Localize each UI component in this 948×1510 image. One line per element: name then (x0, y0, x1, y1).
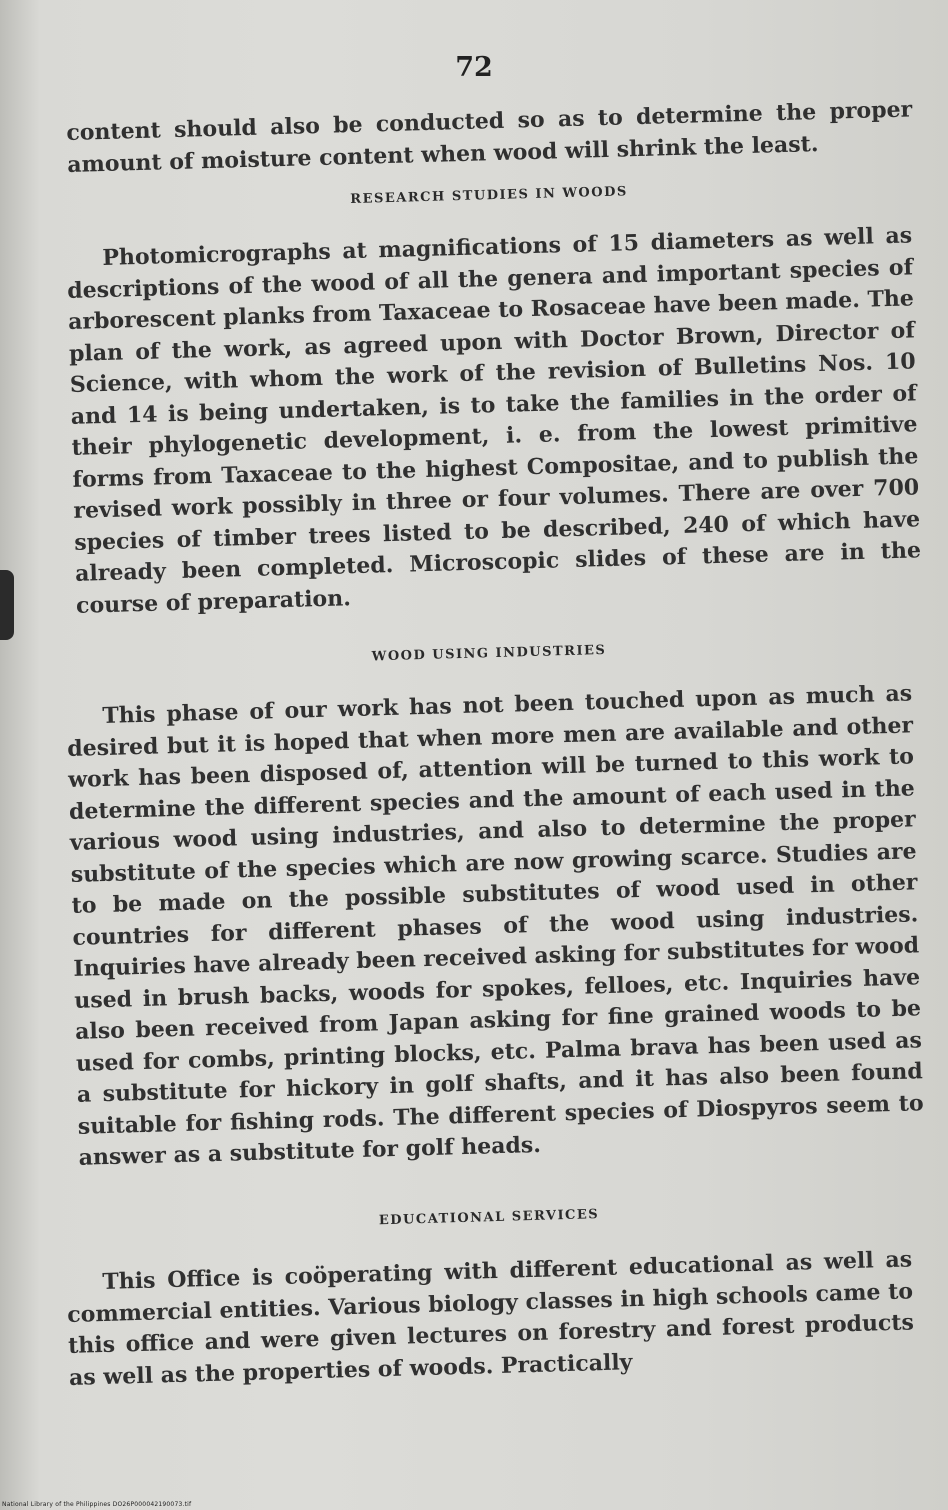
continuation-block (66, 94, 913, 181)
continuation-paragraph: content should also be conducted so as to determine the proper amount of moisture content when wood will shrink the least. (66, 96, 913, 178)
scan-footer: National Library of the Philippines DO26P000042190073.tif (2, 1501, 192, 1508)
educational-heading: EDUCATIONAL SERVICES (378, 1207, 600, 1229)
wood-using-body (66, 678, 925, 1174)
educational-body (66, 1244, 915, 1394)
research-paragraph: Photomicrographs at magnifications of 15 diameters as well as descriptions of the wood of all the genera and important species of arborescent planks from Taxaceae to Rosaceae have been made. The plan of the work, as agreed upon with Doctor Brown, Director of Science, with whom the work of the revision of Bulletins Nos. 10 and 14 is being undertaken, is to take the families in the order of their phylogenetic development, i. e. from the lowest primitive forms from Taxaceae to the highest Compositae, and to publish the revised work possibly in three or four volumes. There are over 700 species of timber trees listed to be described, 240 of which have already been completed. Microscopic slides of these are in the course of preparation. (66, 222, 922, 619)
page-number: 72 (455, 52, 493, 83)
educational-paragraph: This Office is coöperating with different educational as well as commercial entities. Various biology classes in high schools came to this office and were given lectures on forestry and forest products as well as the properties of woods. Practically (66, 1246, 915, 1391)
educational-section (66, 1198, 912, 1237)
wood-using-heading: WOOD USING INDUSTRIES (371, 642, 607, 665)
research-body (66, 220, 922, 621)
binding-edge (0, 570, 14, 640)
wood-using-section (66, 634, 912, 673)
research-heading: RESEARCH STUDIES IN WOODS (350, 184, 628, 208)
research-section (66, 176, 912, 215)
wood-using-paragraph: This phase of our work has not been touched upon as much as desired but it is hoped that when more men are available and other work has been disposed of, attention will be turned to this work to determine the different species and the amount of each used in the various wood using industries, and also to determine the proper substitute of the species which are now growing scarce. Studies are to be made on the possible substitutes of wood used in other countries for different phases of the wood using industries. Inquiries have already been received asking for substitutes for wood used in brush backs, woods for spokes, felloes, etc. Inquiries have also been received from Japan asking for fine grained woods to be used for combs, printing blocks, etc. Palma brava has been used as a substitute for hickory in golf shafts, and it has also been found suitable for fishing rods. The different species of Diospyros seem to answer as a substitute for golf heads. (66, 680, 924, 1171)
